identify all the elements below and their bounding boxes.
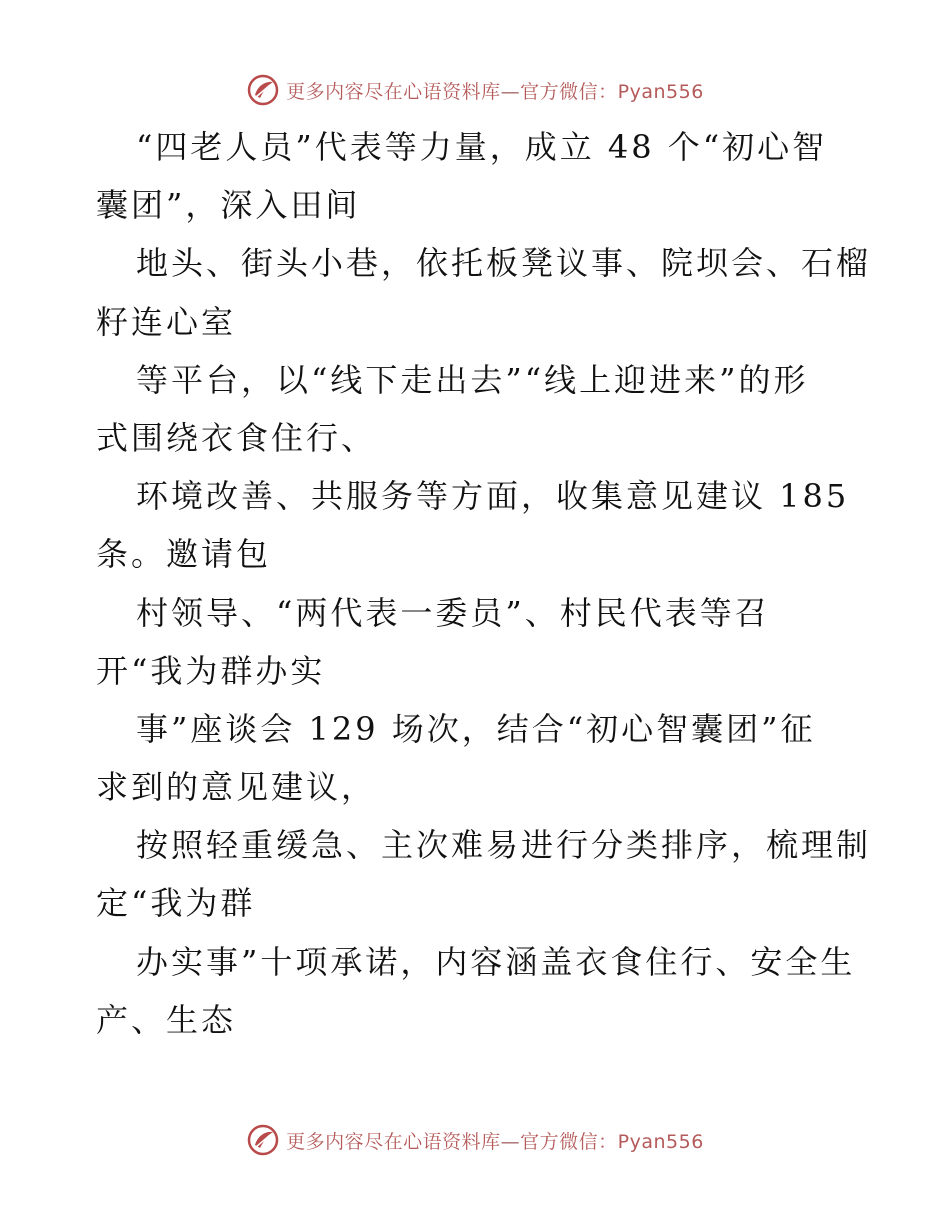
document-body: [96, 118, 876, 1049]
text-line: 办实事”十项承诺，内容涵盖衣食住行、安全生: [136, 942, 856, 981]
banner-separator: —: [500, 1130, 521, 1153]
text-line: 等平台，以“线下走出去”“线上迎进来”的形: [136, 360, 809, 399]
banner-wechat: 官方微信：Pyan556: [520, 80, 704, 103]
banner-separator: —: [500, 80, 521, 103]
text-line: 求到的意见建议，: [96, 768, 377, 807]
text-line: 囊团”，深入田间: [96, 186, 361, 225]
text-line: 按照轻重缓急、主次难易进行分类排序，梳理制: [136, 826, 872, 865]
brand-logo-icon: [246, 1123, 280, 1157]
banner-wechat: 官方微信：Pyan556: [520, 1130, 704, 1153]
banner-site-name: 更多内容尽在心语资料库: [286, 1130, 501, 1153]
header-banner-inner: [246, 73, 704, 107]
footer-banner-inner: [246, 1123, 704, 1157]
text-line: 定“我为群: [96, 884, 256, 923]
text-line: “四老人员”代表等力量，成立 48 个“初心智: [136, 128, 828, 166]
text-line: 产、生态: [96, 1000, 237, 1039]
text-line: 事”座谈会 129 场次，结合“初心智囊团”征: [136, 709, 816, 748]
text-line: 地头、街头小巷，依托板凳议事、院坝会、石榴: [136, 244, 872, 283]
header-banner: [0, 70, 950, 110]
brand-logo-icon: [246, 73, 280, 107]
footer-banner: [0, 1120, 950, 1160]
text-line: 村领导、“两代表一委员”、村民代表等召: [136, 593, 770, 632]
text-line: 式围绕衣食住行、: [96, 418, 377, 457]
footer-banner-text: [286, 1127, 704, 1154]
text-line: 条。邀请包: [96, 535, 272, 574]
banner-site-name: 更多内容尽在心语资料库: [286, 80, 501, 103]
text-line: 籽连心室: [96, 302, 237, 341]
text-line: 开“我为群办实: [96, 651, 326, 690]
text-line: 环境改善、共服务等方面，收集意见建议 185: [136, 477, 850, 516]
header-banner-text: [286, 77, 704, 104]
